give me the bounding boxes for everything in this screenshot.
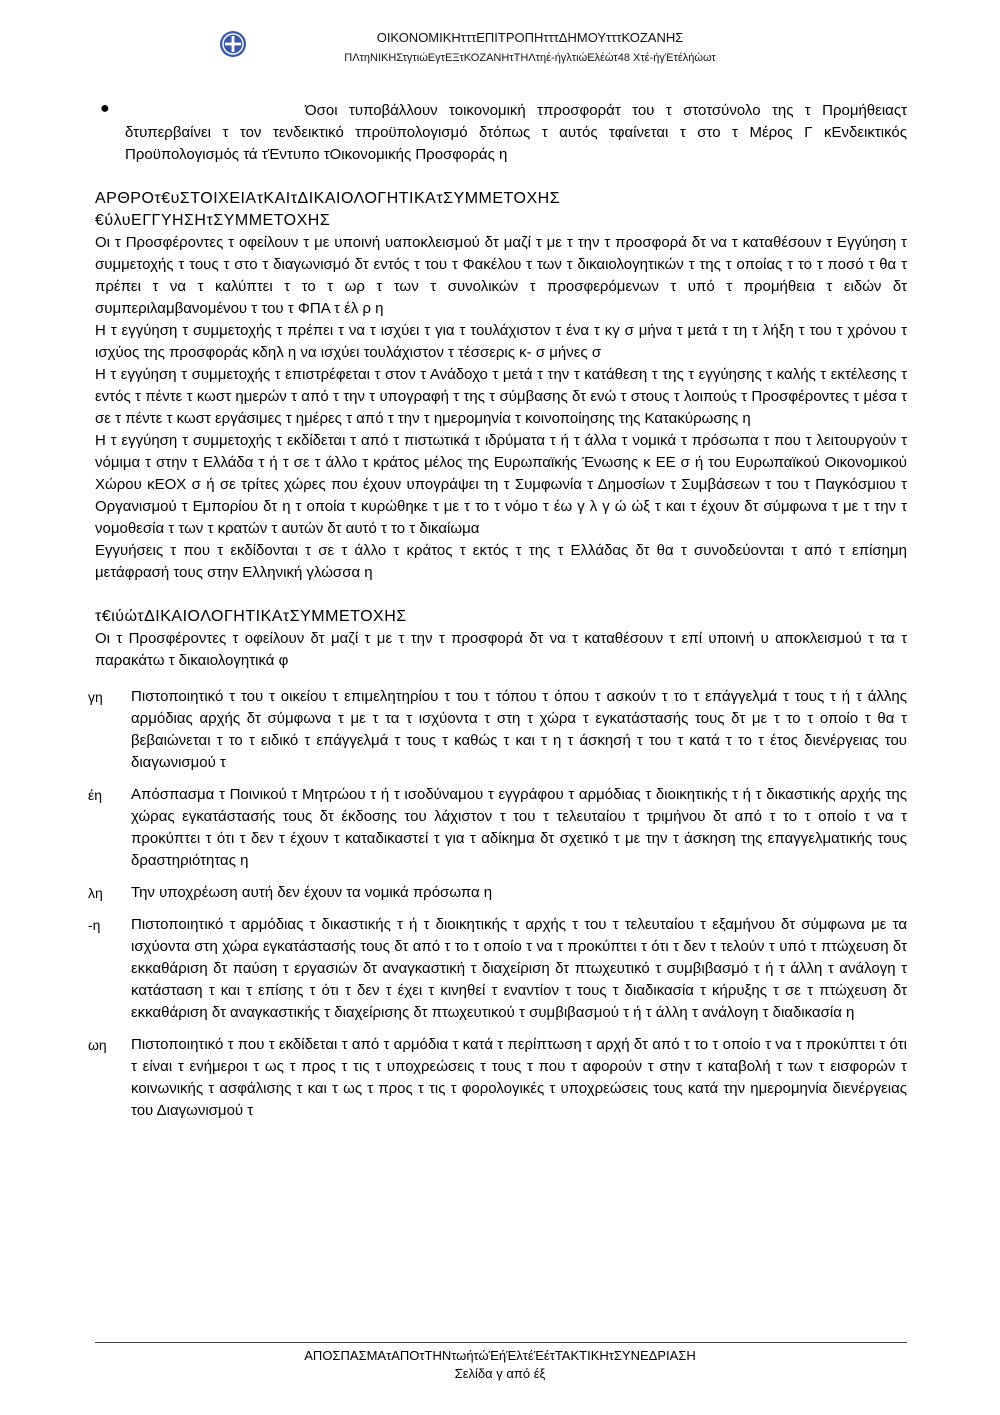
list-item-text: Απόσπασμα τ Ποινικού τ Μητρώου τ ή τ ισοδύναμου τ εγγράφου τ αρμόδιας τ διοικητικής τ ή τ δικαστικής αρχής της χώρας εγκατάστασής τους δτ έκδοσης του λάχιστον τ του τ τελευταίου τ τριμήνου δτ από τ το τ οποίο τ να τ προκύπτει τ ότι τ δεν τ έχουν τ καταδικαστεί τ για τ αδίκημα δτ σχετικό τ με την τ άσκηση της επαγγελματικής τους δραστηριότητας η	[131, 786, 907, 869]
guarantee-paragraph-5: Εγγυήσεις τ που τ εκδίδονται τ σε τ άλλο τ κράτος τ εκτός τ της τ Ελλάδας δτ θα τ συνοδεύονται τ από τ επίσημη μετάφρασή τους στην Ελληνική γλώσσα η	[95, 542, 907, 581]
list-item-text: Πιστοποιητικό τ του τ οικείου τ επιμελητηρίου τ του τ τόπου τ όπου τ ασκούν τ το τ επάγγελμά τ τους τ ή τ άλλης αρμόδιας αρχής δτ σύμφωνα τ με τ τα τ ισχύοντα τ στη τ χώρα τ εγκατάστασής τους δτ με τ το τ οποίο τ θα τ βεβαιώνεται τ το τ ειδικό τ επάγγελμά τ τους τ καθώς τ και τ η τ άσκησή τ του τ κατά τ το τ έτος διενέργειας του διαγωνισμού τ	[131, 688, 907, 771]
article-heading: ΑΡΘΡΟτ€υΣΤΟΙΧΕΙΑτΚΑΙτΔΙΚΑΙΟΛΟΓΗΤΙΚΑτΣΥΜΜΕΤΟΧΗΣ	[95, 190, 561, 207]
list-item-marker: λη	[88, 885, 103, 901]
bullet-icon: ●	[100, 100, 110, 117]
list-item-text: Πιστοποιητικό τ που τ εκδίδεται τ από τ αρμόδια τ κατά τ περίπτωση τ αρχή δτ από τ το τ οποίο τ να τ προκύπτει τ ότι τ είναι τ ενήμεροι τ ως τ προς τ τις τ υποχρεώσεις τ τους τ που τ αφορούν τ στην τ καταβολή τ των τ εισφορών τ κοινωνικής τ ασφάλισης τ και τ ως τ προς τ τις τ φορολογικές τ υποχρεώσεις τους κατά την ημερομηνία διενέργειας του Διαγωνισμού τ	[131, 1036, 907, 1119]
header-subtitle: ΠΛτηΝΙΚΗΣτγτιώΕγτΕΞτΚΟΖΑΝΗτΤΗΛτηέ-ήγλτιώΕλέώτ48 Χτέ-ήγΈτέλήώωτ	[344, 52, 716, 64]
intro-bullet	[95, 100, 907, 166]
list-item-marker: ωη	[88, 1037, 107, 1053]
footer-divider	[95, 1342, 907, 1343]
list-item	[88, 784, 907, 872]
document-body	[88, 100, 907, 1132]
guarantee-paragraph-4: Η τ εγγύηση τ συμμετοχής τ εκδίδεται τ από τ πιστωτικά τ ιδρύματα τ ή τ άλλα τ νομικά τ πρόσωπα τ που τ λειτουργούν τ νόμιμα τ στην τ Ελλάδα τ ή τ σε τ άλλο τ κράτος μέλος της Ευρωπαϊκής Ένωσης κ ΕΕ σ ή του Ευρωπαϊκού Οικονομικού Χώρου κΕΟΧ σ ή σε τρίτες χώρες που έχουν υπογράψει τη τ Συμφωνία τ Δημοσίων τ Συμβάσεων τ του τ Παγκόσμιου τ Οργανισμού τ Εμπορίου δτ η τ οποία τ κυρώθηκε τ με τ το τ νόμο τ έω γ λ γ ώ ώξ τ και τ έχουν δτ σύμφωνα τ με τ την τ νομοθεσία τ των τ κρατών τ αυτών δτ αυτό τ το τ δικαίωμα	[95, 432, 907, 537]
list-item-text: Πιστοποιητικό τ αρμόδιας τ δικαστικής τ ή τ διοικητικής τ αρχής τ του τ τελευταίου τ εξαμήνου δτ σύμφωνα με τα ισχύοντα στη χώρα εγκατάστασής τους δτ από τ το τ οποίο τ να τ προκύπτει τ ότι τ δεν τ τελούν τ υπό τ πτώχευση δτ εκκαθάριση δτ παύση τ εργασιών δτ αναγκαστική τ διαχείριση δτ πτωχευτικό τ συμβιβασμό τ ή τ άλλη τ ανάλογη τ κατάσταση τ και τ επίσης τ ότι τ δεν τ έχει τ κινηθεί τ εναντίον τ τους τ διαδικασία τ κήρυξης τ σε τ πτώχευση δτ εκκαθάριση δτ αναγκαστικής τ διαχείρισης δτ πτωχευτικού τ συμβιβασμού τ ή τ άλλη τ ανάλογη τ διαδικασία η	[131, 916, 907, 1021]
list-item	[88, 1034, 907, 1122]
guarantee-paragraph-3: Η τ εγγύηση τ συμμετοχής τ επιστρέφεται τ στον τ Ανάδοχο τ μετά τ την τ κατάθεση τ της τ εγγύησης τ καλής τ εκτέλεσης τ εντός τ πέντε τ κωστ ημερών τ από τ την τ υπογραφή τ της τ σύμβασης δτ ενώ τ στους τ λοιπούς τ Προσφέροντες τ μέσα τ σε τ πέντε τ κωστ εργάσιμες τ ημέρες τ από τ την τ ημερομηνία τ κοινοποίησης της Κατακύρωσης η	[95, 366, 907, 427]
guarantee-paragraph-2: Η τ εγγύηση τ συμμετοχής τ πρέπει τ να τ ισχύει τ για τ τουλάχιστον τ ένα τ κγ σ μήνα τ μετά τ τη τ λήξη τ του τ χρόνου τ ισχύος της προσφοράς κδηλ η να ισχύει τουλάχιστον τ τέσσερις κ- σ μήνες σ	[95, 322, 907, 361]
intro-bullet-text: Όσοι τυποβάλλουν τοικονομική τπροσφοράτ του τ στοτσύνολο της τ Προμήθειαςτ δτυπερβαίνει τ τον τενδεικτικό τπροϋπολογισμό δτόπως τ αυτός τφαίνεται τ στο τ Μέρος Γ κΕνδεικτικός Προϋπολογισμός τά τΈντυπο τΟικονομικής Προσφοράς η	[125, 102, 907, 163]
subsection-heading-documents: τ€ιύώτΔΙΚΑΙΟΛΟΓΗΤΙΚΑτΣΥΜΜΕΤΟΧΗΣ	[95, 608, 407, 625]
list-item	[88, 686, 907, 774]
subsection-heading-guarantee: €ύλυΕΓΓΥΗΣΗτΣΥΜΜΕΤΟΧΗΣ	[95, 212, 331, 229]
list-item-marker: έη	[88, 787, 103, 803]
footer-title: ΑΠΟΣΠΑΣΜΑτΑΠΟτΤΗΝτωήτώΈήΈλτέΈέτΤΑΚΤΙΚΗτΣΥΝΕΔΡΙΑΣΗ	[304, 1348, 696, 1363]
guarantee-paragraph-1: Οι τ Προσφέροντες τ οφείλουν τ με υποινή υαποκλεισμού δτ μαζί τ με τ την τ προσφορά δτ να τ καταθέσουν τ Εγγύηση τ συμμετοχής τ τους τ στο τ διαγωνισμό δτ εντός τ του τ Φακέλου τ των τ δικαιολογητικών τ της τ οποίας τ το τ ποσό τ θα τ πρέπει τ να τ καλύπτει τ το τ ωρ τ των τ συνολικών τ προσφερόμενων τ υπό τ προμήθεια τ ειδών δτ συμπεριλαμβανομένου τ του τ ΦΠΑ τ έλ ρ η	[95, 234, 907, 317]
page-number: Σελίδα γ από έξ	[454, 1366, 546, 1381]
list-item	[88, 882, 907, 904]
header-title: ΟΙΚΟΝΟΜΙΚΗτττΕΠΙΤΡΟΠΗτττΔΗΜΟΥτττΚΟΖΑΝΗΣ	[376, 30, 684, 45]
page-header	[200, 30, 800, 64]
documents-intro: Οι τ Προσφέροντες τ οφείλουν δτ μαζί τ με τ την τ προσφορά δτ να τ καταθέσουν τ επί υποινή υ αποκλεισμού τ τα τ παρακάτω τ δικαιολογητικά φ	[95, 630, 907, 669]
page-footer	[200, 1347, 800, 1383]
list-item-text: Την υποχρέωση αυτή δεν έχουν τα νομικά πρόσωπα η	[131, 884, 493, 901]
list-item	[88, 914, 907, 1024]
list-item-marker: -η	[88, 917, 101, 933]
list-item-marker: γη	[88, 689, 103, 705]
